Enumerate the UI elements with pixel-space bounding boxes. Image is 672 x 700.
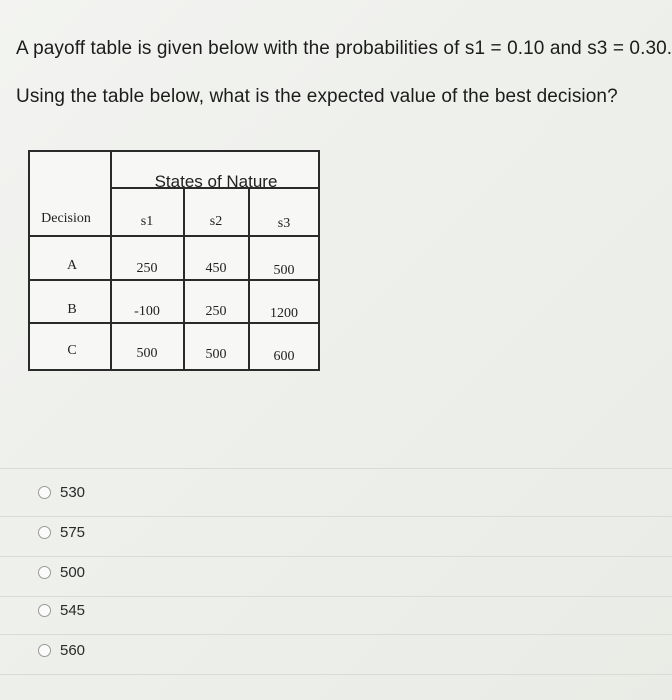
divider (0, 468, 672, 469)
radio-button[interactable] (38, 566, 51, 579)
table-rule (110, 152, 112, 369)
option-label: 560 (60, 641, 86, 659)
table-cell: 500 (205, 347, 227, 362)
table-rule (248, 187, 250, 369)
table-cell: 500 (136, 346, 158, 361)
question-line-2: Using the table below, what is the expected value of the best decision? (16, 86, 618, 107)
option-label: 530 (60, 483, 86, 501)
answer-option-530[interactable] (38, 482, 85, 502)
divider (0, 516, 672, 517)
divider (0, 634, 672, 635)
row-label-c: C (67, 343, 77, 358)
table-cell: 1200 (270, 306, 298, 321)
answer-option-575[interactable] (38, 522, 85, 542)
payoff-table (28, 150, 320, 371)
table-cell: 450 (205, 261, 227, 276)
divider (0, 556, 672, 557)
table-cell: -100 (134, 304, 160, 319)
states-of-nature-header: States of Nature (154, 172, 278, 191)
question-line-1: A payoff table is given below with the probabilities of s1 = 0.10 and s3 = 0.30. (16, 38, 672, 59)
table-cell: 250 (205, 304, 227, 319)
radio-button[interactable] (38, 604, 51, 617)
row-label-a: A (66, 258, 78, 273)
column-header-s1: s1 (140, 214, 154, 229)
radio-button[interactable] (38, 526, 51, 539)
answer-option-545[interactable] (38, 600, 85, 620)
divider (0, 674, 672, 675)
divider (0, 596, 672, 597)
radio-button[interactable] (38, 644, 51, 657)
radio-button[interactable] (38, 486, 51, 499)
table-cell: 500 (273, 263, 295, 278)
option-label: 545 (60, 601, 86, 619)
table-rule (30, 235, 320, 237)
table-cell: 250 (136, 261, 158, 276)
table-rule (30, 279, 320, 281)
column-header-s3: s3 (277, 216, 291, 231)
row-label-b: B (67, 302, 77, 317)
column-header-s2: s2 (209, 214, 223, 229)
table-rule (30, 322, 320, 324)
answer-option-560[interactable] (38, 640, 85, 660)
table-cell: 600 (273, 349, 295, 364)
table-rule (183, 187, 185, 369)
decision-header: Decision (41, 211, 91, 226)
option-label: 575 (60, 523, 86, 541)
option-label: 500 (60, 563, 86, 581)
answer-option-500[interactable] (38, 562, 85, 582)
